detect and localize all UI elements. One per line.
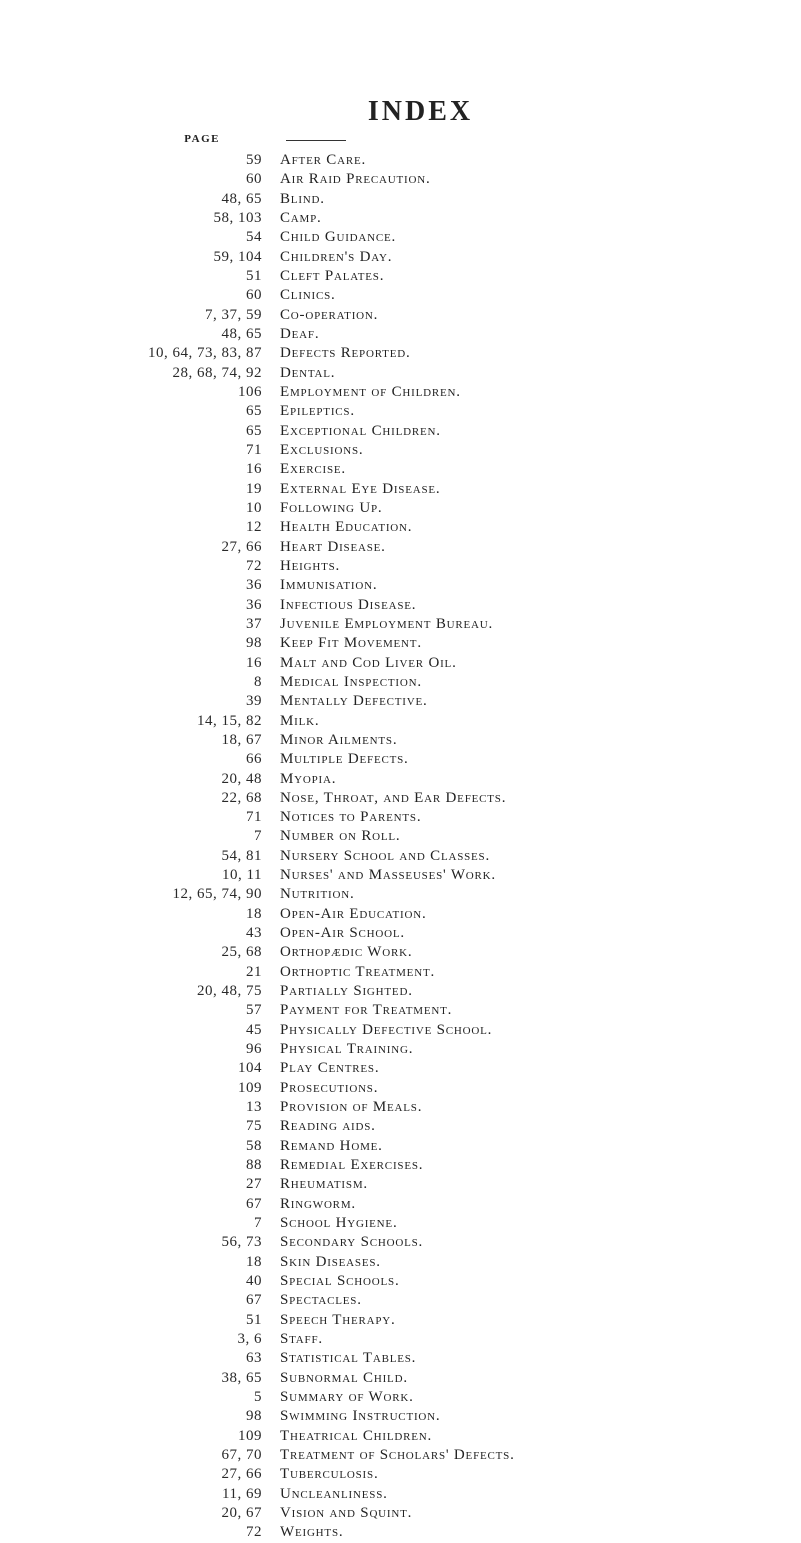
entry-page-numbers: 13	[246, 1099, 262, 1116]
entry-subject: Nutrition.	[280, 886, 355, 903]
index-entry	[0, 344, 801, 363]
entry-subject: Malt and Cod Liver Oil.	[280, 654, 457, 671]
entry-page-numbers: 71	[246, 809, 262, 826]
index-entry	[0, 170, 801, 189]
index-entry	[0, 963, 801, 982]
index-entry	[0, 228, 801, 247]
entry-page-numbers: 40	[246, 1273, 262, 1290]
entry-page-numbers: 51	[246, 1311, 262, 1328]
entry-subject: Vision and Squint.	[280, 1504, 413, 1521]
entry-page-numbers: 51	[246, 267, 262, 284]
entry-subject: Orthopædic Work.	[280, 944, 413, 961]
index-entry	[0, 538, 801, 557]
entry-page-numbers: 10, 11	[222, 867, 262, 884]
entry-subject: Physically Defective School.	[280, 1021, 493, 1038]
index-entry	[0, 1369, 801, 1388]
entry-page-numbers: 16	[246, 461, 262, 478]
entry-page-numbers: 28, 68, 74, 92	[172, 364, 262, 381]
entry-subject: Exercise.	[280, 461, 346, 478]
entry-subject: Exclusions.	[280, 441, 364, 458]
index-entry	[0, 1156, 801, 1175]
entry-subject: Secondary Schools.	[280, 1234, 424, 1251]
index-entry	[0, 151, 801, 170]
entry-page-numbers: 56, 73	[221, 1234, 262, 1251]
entry-page-numbers: 5	[254, 1389, 262, 1405]
entry-page-numbers: 18	[246, 1253, 262, 1270]
entry-page-numbers: 65	[246, 403, 262, 420]
entry-subject: Milk.	[280, 712, 320, 729]
entry-subject: Child Guidance.	[280, 229, 397, 246]
entry-subject: Nurses' and Masseuses' Work.	[280, 867, 496, 884]
entry-subject: Tuberculosis.	[280, 1466, 379, 1483]
index-entry	[0, 557, 801, 576]
entry-subject: Weights.	[280, 1524, 344, 1541]
index-entry	[0, 1465, 801, 1484]
entry-page-numbers: 22, 68	[221, 789, 262, 806]
entry-page-numbers: 65	[246, 422, 262, 439]
index-entry	[0, 750, 801, 769]
entry-page-numbers: 66	[246, 751, 262, 768]
index-entry	[0, 364, 801, 383]
entry-page-numbers: 12, 65, 74, 90	[172, 886, 262, 903]
entry-page-numbers: 54	[246, 229, 262, 246]
entry-subject: Prosecutions.	[280, 1079, 379, 1096]
entry-page-numbers: 8	[254, 673, 262, 690]
index-entry	[0, 518, 801, 537]
index-entry	[0, 209, 801, 228]
index-entry	[0, 1079, 801, 1098]
entry-subject: Minor Ailments.	[280, 731, 398, 748]
entry-page-numbers: 7	[254, 828, 262, 845]
page-column-header: PAGE	[184, 133, 220, 145]
entry-subject: Heart Disease.	[280, 538, 386, 555]
index-entry	[0, 1233, 801, 1252]
entry-subject: Co-operation.	[280, 306, 379, 323]
entry-subject: Orthoptic Treatment.	[280, 963, 436, 980]
entry-page-numbers: 88	[246, 1157, 262, 1174]
index-entry	[0, 982, 801, 1001]
entry-subject: Speech Therapy.	[280, 1311, 396, 1328]
index-entry	[0, 731, 801, 750]
entry-subject: Exceptional Children.	[280, 422, 441, 439]
index-entry	[0, 692, 801, 711]
entry-page-numbers: 58	[246, 1137, 262, 1154]
entry-page-numbers: 59, 104	[213, 248, 262, 265]
index-entry	[0, 1485, 801, 1504]
entry-subject: Deaf.	[280, 325, 320, 342]
index-entry	[0, 1272, 801, 1291]
index-entry	[0, 1446, 801, 1465]
entry-page-numbers: 72	[246, 1524, 262, 1541]
index-entry	[0, 267, 801, 286]
entry-page-numbers: 67, 70	[221, 1446, 262, 1463]
entry-subject: Skin Diseases.	[280, 1253, 381, 1270]
entry-subject: Cleft Palates.	[280, 267, 385, 284]
title-divider	[286, 140, 346, 141]
entry-subject: Nursery School and Classes.	[280, 847, 491, 864]
index-entry	[0, 1117, 801, 1136]
entry-subject: Ringworm.	[280, 1195, 356, 1212]
entry-subject: Mentally Defective.	[280, 693, 428, 710]
index-list	[0, 151, 801, 1543]
entry-subject: Play Centres.	[280, 1060, 380, 1077]
entry-page-numbers: 38, 65	[221, 1369, 262, 1386]
entry-page-numbers: 25, 68	[221, 944, 262, 961]
entry-subject: Theatrical Children.	[280, 1427, 433, 1444]
entry-page-numbers: 36	[246, 577, 262, 594]
index-entry	[0, 808, 801, 827]
index-entry	[0, 1195, 801, 1214]
entry-subject: Staff.	[280, 1331, 323, 1348]
index-entry	[0, 1330, 801, 1349]
entry-subject: Keep Fit Movement.	[280, 635, 422, 652]
index-entry	[0, 499, 801, 518]
entry-page-numbers: 58, 103	[213, 209, 262, 226]
index-entry	[0, 905, 801, 924]
entry-page-numbers: 27, 66	[221, 538, 262, 555]
entry-subject: Nose, Throat, and Ear Defects.	[280, 789, 507, 806]
index-entry	[0, 1523, 801, 1542]
entry-subject: Open-Air Education.	[280, 905, 427, 922]
index-entry	[0, 325, 801, 344]
entry-page-numbers: 75	[246, 1118, 262, 1135]
entry-subject: Treatment of Scholars' Defects.	[280, 1446, 515, 1463]
entry-page-numbers: 98	[246, 635, 262, 652]
entry-page-numbers: 21	[246, 963, 262, 980]
entry-subject: Notices to Parents.	[280, 809, 422, 826]
entry-subject: Subnormal Child.	[280, 1369, 408, 1386]
entry-page-numbers: 104	[238, 1060, 262, 1077]
index-entry	[0, 1098, 801, 1117]
index-entry	[0, 1253, 801, 1272]
entry-page-numbers: 27	[246, 1176, 262, 1193]
index-entry	[0, 1137, 801, 1156]
index-entry	[0, 673, 801, 692]
entry-subject: Number on Roll.	[280, 828, 401, 845]
index-entry	[0, 1407, 801, 1426]
entry-page-numbers: 20, 48	[221, 770, 262, 787]
entry-page-numbers: 10	[246, 499, 262, 516]
entry-page-numbers: 39	[246, 693, 262, 710]
index-entry	[0, 770, 801, 789]
entry-subject: Blind.	[280, 190, 325, 207]
index-entry	[0, 1001, 801, 1020]
index-entry	[0, 1175, 801, 1194]
entry-page-numbers: 37	[246, 615, 262, 632]
index-entry	[0, 634, 801, 653]
entry-subject: Epileptics.	[280, 403, 355, 420]
entry-page-numbers: 16	[246, 654, 262, 671]
index-entry	[0, 190, 801, 209]
entry-subject: Clinics.	[280, 287, 336, 304]
entry-subject: Summary of Work.	[280, 1389, 414, 1405]
entry-subject: Multiple Defects.	[280, 751, 409, 768]
index-entry	[0, 306, 801, 325]
index-entry	[0, 1504, 801, 1523]
entry-page-numbers: 72	[246, 557, 262, 574]
index-entry	[0, 1040, 801, 1059]
entry-subject: Swimming Instruction.	[280, 1408, 441, 1425]
entry-subject: Remand Home.	[280, 1137, 383, 1154]
index-entry	[0, 596, 801, 615]
index-entry	[0, 615, 801, 634]
entry-page-numbers: 48, 65	[221, 325, 262, 342]
entry-subject: Partially Sighted.	[280, 983, 413, 1000]
index-entry	[0, 712, 801, 731]
index-entry	[0, 1427, 801, 1446]
entry-subject: Defects Reported.	[280, 345, 411, 362]
index-entry	[0, 286, 801, 305]
entry-subject: Reading aids.	[280, 1118, 376, 1135]
entry-subject: Rheumatism.	[280, 1176, 368, 1193]
index-entry	[0, 827, 801, 846]
entry-subject: Spectacles.	[280, 1292, 362, 1309]
entry-subject: Payment for Treatment.	[280, 1002, 453, 1019]
entry-page-numbers: 60	[246, 287, 262, 304]
entry-subject: Medical Inspection.	[280, 673, 422, 690]
index-entry	[0, 441, 801, 460]
entry-page-numbers: 43	[246, 925, 262, 942]
entry-page-numbers: 48, 65	[221, 190, 262, 207]
index-entry	[0, 248, 801, 267]
entry-page-numbers: 57	[246, 1002, 262, 1019]
entry-subject: Myopia.	[280, 770, 337, 787]
entry-page-numbers: 109	[238, 1427, 262, 1444]
entry-subject: Special Schools.	[280, 1273, 400, 1290]
entry-page-numbers: 98	[246, 1408, 262, 1425]
index-entry	[0, 1311, 801, 1330]
index-entry	[0, 847, 801, 866]
entry-page-numbers: 67	[246, 1195, 262, 1212]
entry-subject: Heights.	[280, 557, 341, 574]
entry-subject: Immunisation.	[280, 577, 378, 594]
entry-subject: Provision of Meals.	[280, 1099, 423, 1116]
entry-page-numbers: 36	[246, 596, 262, 613]
entry-page-numbers: 14, 15, 82	[197, 712, 262, 729]
index-entry	[0, 576, 801, 595]
index-entry	[0, 866, 801, 885]
index-entry	[0, 1388, 801, 1407]
index-entry	[0, 383, 801, 402]
entry-subject: Physical Training.	[280, 1041, 414, 1058]
index-entry	[0, 1291, 801, 1310]
index-entry	[0, 789, 801, 808]
entry-page-numbers: 20, 67	[221, 1504, 262, 1521]
entry-subject: Air Raid Precaution.	[280, 171, 431, 188]
entry-page-numbers: 63	[246, 1350, 262, 1367]
entry-subject: Health Education.	[280, 519, 413, 536]
index-entry	[0, 885, 801, 904]
index-entry	[0, 943, 801, 962]
page-title: INDEX	[367, 96, 474, 127]
entry-subject: Following Up.	[280, 499, 383, 516]
entry-page-numbers: 3, 6	[237, 1331, 262, 1348]
entry-subject: School Hygiene.	[280, 1215, 398, 1232]
entry-page-numbers: 7, 37, 59	[205, 306, 262, 323]
entry-subject: After Care.	[280, 152, 367, 168]
entry-page-numbers: 12	[246, 519, 262, 536]
entry-subject: Dental.	[280, 364, 336, 381]
index-entry	[0, 1021, 801, 1040]
entry-page-numbers: 19	[246, 480, 262, 497]
entry-page-numbers: 67	[246, 1292, 262, 1309]
entry-subject: Infectious Disease.	[280, 596, 417, 613]
entry-page-numbers: 59	[246, 152, 262, 168]
entry-subject: Uncleanliness.	[280, 1485, 388, 1502]
entry-subject: Children's Day.	[280, 248, 393, 265]
index-entry	[0, 460, 801, 479]
entry-page-numbers: 71	[246, 441, 262, 458]
index-entry	[0, 422, 801, 441]
entry-page-numbers: 10, 64, 73, 83, 87	[148, 345, 262, 362]
entry-page-numbers: 45	[246, 1021, 262, 1038]
index-entry	[0, 654, 801, 673]
entry-subject: Camp.	[280, 209, 322, 226]
entry-page-numbers: 60	[246, 171, 262, 188]
entry-page-numbers: 18	[246, 905, 262, 922]
index-entry	[0, 480, 801, 499]
index-entry	[0, 924, 801, 943]
entry-subject: Juvenile Employment Bureau.	[280, 615, 494, 632]
entry-page-numbers: 54, 81	[221, 847, 262, 864]
index-entry	[0, 402, 801, 421]
index-entry	[0, 1059, 801, 1078]
entry-page-numbers: 18, 67	[221, 731, 262, 748]
entry-page-numbers: 27, 66	[221, 1466, 262, 1483]
entry-page-numbers: 109	[238, 1079, 262, 1096]
entry-subject: Statistical Tables.	[280, 1350, 417, 1367]
index-entry	[0, 1214, 801, 1233]
entry-page-numbers: 7	[254, 1215, 262, 1232]
entry-page-numbers: 96	[246, 1041, 262, 1058]
entry-page-numbers: 20, 48, 75	[197, 983, 262, 1000]
entry-subject: Employment of Children.	[280, 383, 461, 400]
entry-page-numbers: 11, 69	[222, 1485, 262, 1502]
entry-page-numbers: 106	[238, 383, 262, 400]
index-entry	[0, 1349, 801, 1368]
entry-subject: External Eye Disease.	[280, 480, 441, 497]
entry-subject: Remedial Exercises.	[280, 1157, 424, 1174]
entry-subject: Open-Air School.	[280, 925, 405, 942]
